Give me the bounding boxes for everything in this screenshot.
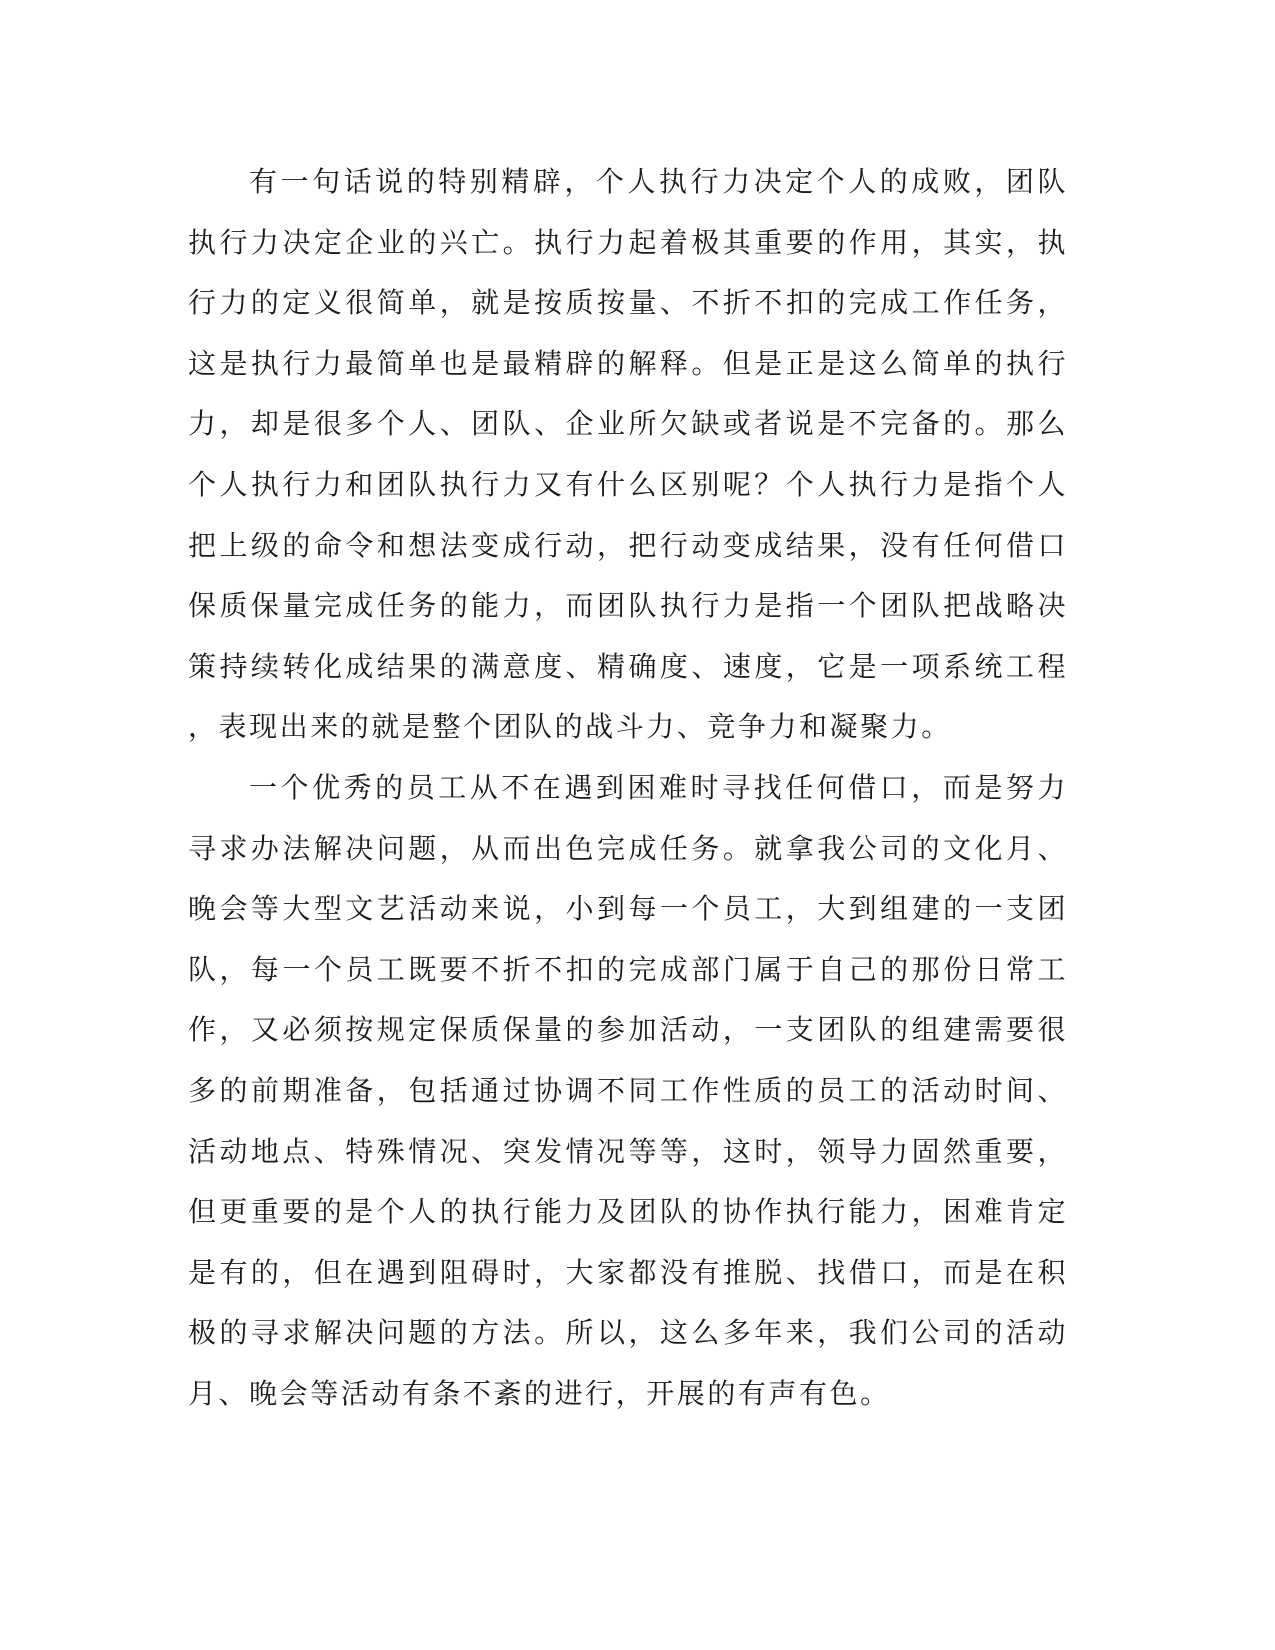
document-body [188, 152, 1068, 1424]
paragraph-2: 一个优秀的员工从不在遇到困难时寻找任何借口，而是努力寻求办法解决问题，从而出色完成任务。就拿我公司的文化月、晚会等大型文艺活动来说，小到每一个员工，大到组建的一支团队，每一个员工既要不折不扣的完成部门属于自己的那份日常工作，又必须按规定保质保量的参加活动，一支团队的组建需要很多的前期准备，包括通过协调不同工作性质的员工的活动时间、活动地点、特殊情况、突发情况等等，这时，领导力固然重要，但更重要的是个人的执行能力及团队的协作执行能力，困难肯定是有的，但在遇到阻碍时，大家都没有推脱、找借口，而是在积极的寻求解决问题的方法。所以，这么多年来，我们公司的活动月、晚会等活动有条不紊的进行，开展的有声有色。 [188, 770, 1068, 1410]
paragraph-1: 有一句话说的特别精辟，个人执行力决定个人的成败，团队执行力决定企业的兴亡。执行力起着极其重要的作用，其实，执行力的定义很简单，就是按质按量、不折不扣的完成工作任务，这是执行力最简单也是最精辟的解释。但是正是这么简单的执行力，却是很多个人、团队、企业所欠缺或者说是不完备的。那么个人执行力和团队执行力又有什么区别呢？个人执行力是指个人把上级的命令和想法变成行动，把行动变成结果，没有任何借口保质保量完成任务的能力，而团队执行力是指一个团队把战略决策持续转化成结果的满意度、精确度、速度，它是一项系统工程，表现出来的就是整个团队的战斗力、竞争力和凝聚力。 [188, 165, 1068, 744]
